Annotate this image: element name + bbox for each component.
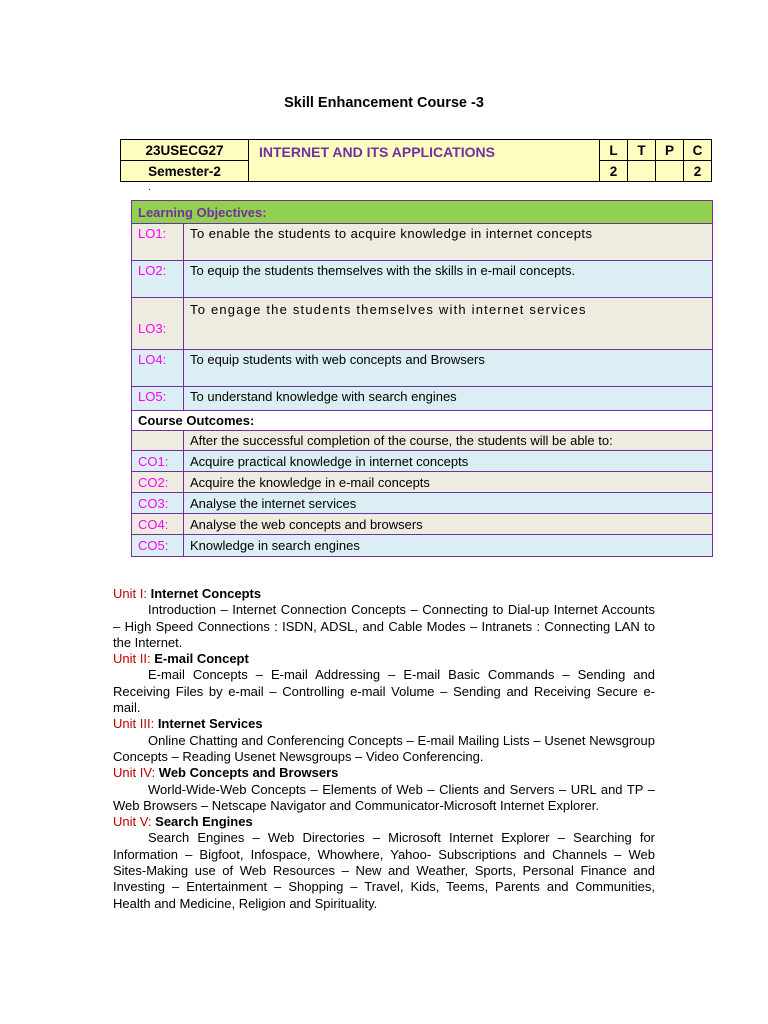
unit-heading [113, 586, 655, 602]
co-intro: After the successful completion of the course, the students will be able to: [184, 431, 713, 451]
unit-heading [113, 814, 655, 830]
unit-body: World-Wide-Web Concepts – Elements of Web – Clients and Servers – URL and TP –Web Browsers – Netscape Navigator and Communicator-Microsoft Internet Explorer. [113, 781, 655, 813]
unit-title: Search Engines [155, 814, 253, 830]
lo-label: LO5: [132, 387, 184, 411]
unit-title: Internet Services [157, 716, 263, 732]
ltpc-value-p [656, 161, 684, 182]
unit-label: Unit IV: [113, 765, 156, 781]
unit-label: Unit II: [113, 651, 151, 667]
ltpc-header-l: L [600, 140, 628, 161]
lo-label: LO2: [132, 261, 184, 298]
co-label: CO1: [132, 451, 184, 472]
course-semester: Semester-2 [121, 161, 249, 182]
unit-heading [113, 716, 655, 732]
co-intro-blank [132, 431, 184, 451]
course-header-table [120, 139, 712, 182]
unit-body: E-mail Concepts – E-mail Addressing – E-mail Basic Commands – Sending and Receiving Files by e-mail – Controlling e-mail Volume – Sending and Receiving Secure e-mail. [113, 667, 655, 716]
lo-text: To engage the students themselves with internet services [184, 298, 713, 350]
learning-objectives-heading: Learning Objectives: [132, 201, 713, 224]
unit-label: Unit III: [113, 716, 155, 732]
units-section [113, 586, 655, 912]
unit-title: Internet Concepts [150, 586, 262, 601]
unit-heading [113, 765, 655, 781]
unit-body: Online Chatting and Conferencing Concepts – E-mail Mailing Lists – Usenet Newsgroup Concepts – Reading Usenet Newsgroups – Video Conferencing. [113, 732, 655, 764]
co-text: Knowledge in search engines [184, 535, 713, 557]
unit-body: Introduction – Internet Connection Concepts – Connecting to Dial-up Internet Accounts – High Speed Connections : ISDN, ADSL, and Cable Modes – Intranets : Connecting LAN to the Internet. [113, 602, 655, 650]
co-text: Acquire practical knowledge in internet concepts [184, 451, 713, 472]
stray-dot: . [148, 182, 151, 193]
ltpc-header-t: T [628, 140, 656, 161]
ltpc-value-l: 2 [600, 161, 628, 182]
lo-text: To understand knowledge with search engines [184, 387, 713, 411]
course-code: 23USECG27 [121, 140, 249, 161]
co-label: CO2: [132, 472, 184, 493]
co-label: CO5: [132, 535, 184, 557]
co-text: Analyse the internet services [184, 493, 713, 514]
co-label: CO4: [132, 514, 184, 535]
course-title: INTERNET AND ITS APPLICATIONS [249, 140, 600, 182]
co-text: Acquire the knowledge in e-mail concepts [184, 472, 713, 493]
lo-text: To equip the students themselves with the skills in e-mail concepts. [184, 261, 713, 298]
unit-label: Unit V: [113, 814, 152, 830]
lo-label: LO4: [132, 350, 184, 387]
lo-label: LO3: [132, 298, 184, 350]
lo-text: To enable the students to acquire knowledge in internet concepts [184, 224, 713, 261]
lo-label: LO1: [132, 224, 184, 261]
unit-label: Unit I: [113, 586, 147, 601]
unit-heading [113, 651, 655, 667]
objectives-outcomes-table [131, 200, 713, 557]
co-text: Analyse the web concepts and browsers [184, 514, 713, 535]
lo-text: To equip students with web concepts and Browsers [184, 350, 713, 387]
ltpc-value-c: 2 [684, 161, 712, 182]
course-outcomes-heading: Course Outcomes: [132, 411, 713, 431]
page-title: Skill Enhancement Course -3 [284, 95, 484, 111]
co-label: CO3: [132, 493, 184, 514]
unit-body: Search Engines – Web Directories – Microsoft Internet Explorer – Searching for Information – Bigfoot, Infospace, Whowhere, Yahoo- Subscriptions and Channels – Web Sites-Making use of Web Resources – New and Weather, Sports, Personal Finance and Investing – Entertainment – Shopping – Travel, Kids, Teems, Parents and Communities, Health and Medicine, Religion and Spirituality. [113, 830, 655, 911]
unit-title: E-mail Concept [154, 651, 249, 667]
unit-title: Web Concepts and Browsers [158, 765, 339, 781]
ltpc-value-t [628, 161, 656, 182]
ltpc-header-p: P [656, 140, 684, 161]
ltpc-header-c: C [684, 140, 712, 161]
